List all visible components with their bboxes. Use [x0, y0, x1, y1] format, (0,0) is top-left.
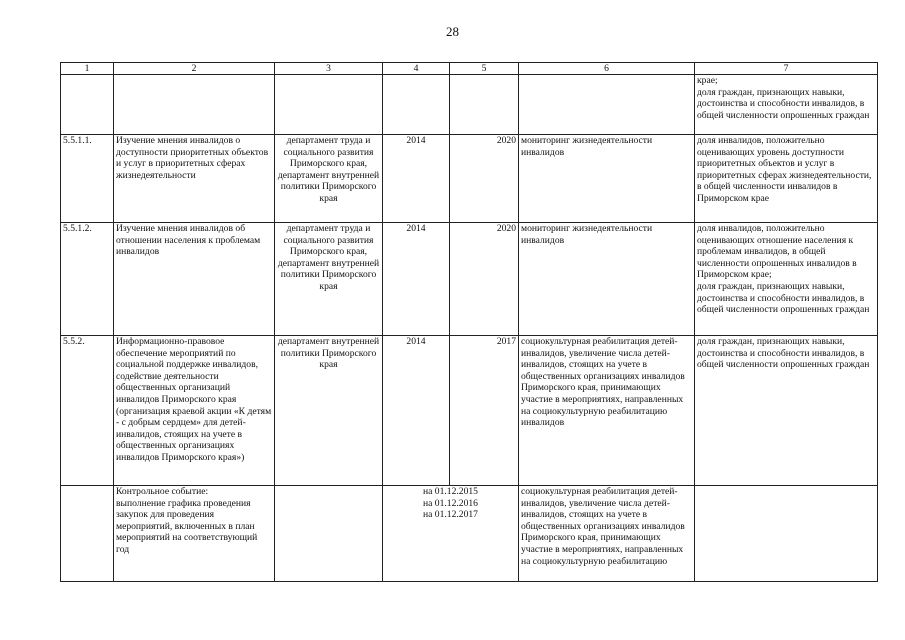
- row-number: 5.5.2.: [61, 336, 114, 486]
- start-year: 2014: [383, 223, 450, 336]
- executor: департамент внутренней политики Приморского края: [275, 336, 383, 486]
- target-indicator: доля инвалидов, положительно оценивающих отношение населения к проблемам инвалидов, в общей численности опрошенных инвалидов в Приморском крае; доля граждан, признающих навыки, достоинства и способности инвалидов, в общей численности опрошенных граждан: [695, 223, 878, 336]
- start-year: [383, 75, 450, 135]
- table-row: [61, 75, 878, 135]
- row-number: 5.5.1.1.: [61, 135, 114, 223]
- row-number: [61, 486, 114, 582]
- column-header: 4: [383, 63, 450, 75]
- executor: [275, 75, 383, 135]
- expected-result: социокультурная реабилитация детей-инвалидов, увеличение числа детей-инвалидов, стоящих на учете в общественных организациях инвалидов Приморского края, принимающих участие в мероприятиях, направленных на социокультурную реабилитацию инвалидов: [519, 336, 695, 486]
- activity-name: Информационно-правовое обеспечение мероприятий по социальной поддержке инвалидов, содействие деятельности общественных организаций инвалидов Приморского края (организация краевой акции «К детям - с добрым сердцем» для детей-инвалидов, стоящих на учете в общественных организациях инвалидов Приморского края»): [114, 336, 275, 486]
- end-year: 2020: [450, 223, 519, 336]
- activity-table: [60, 62, 878, 582]
- target-indicator: [695, 486, 878, 582]
- control-event-row: [61, 486, 878, 582]
- page-number: 28: [446, 24, 459, 39]
- table-row: [61, 135, 878, 223]
- expected-result: [519, 75, 695, 135]
- table-row: [61, 223, 878, 336]
- control-event-name: Контрольное событие: выполнение графика проведения закупок для проведения мероприятий, включенных в план мероприятий на соответствующий год: [114, 486, 275, 582]
- row-number: 5.5.1.2.: [61, 223, 114, 336]
- target-indicator: доля инвалидов, положительно оценивающих уровень доступности приоритетных объектов и услуг в приоритетных сферах жизнедеятельности, в общей численности инвалидов в Приморском крае: [695, 135, 878, 223]
- target-indicator: крае; доля граждан, признающих навыки, достоинства и способности инвалидов, в общей численности опрошенных граждан: [695, 75, 878, 135]
- control-dates: на 01.12.2015 на 01.12.2016 на 01.12.2017: [383, 486, 519, 582]
- column-number-row: [61, 63, 878, 75]
- activity-name: Изучение мнения инвалидов о доступности приоритетных объектов и услуг в приоритетных сферах жизнедеятельности: [114, 135, 275, 223]
- expected-result: мониторинг жизнедеятельности инвалидов: [519, 135, 695, 223]
- column-header: 1: [61, 63, 114, 75]
- column-header: 3: [275, 63, 383, 75]
- target-indicator: доля граждан, признающих навыки, достоинства и способности инвалидов, в общей численности опрошенных граждан: [695, 336, 878, 486]
- end-year: [450, 75, 519, 135]
- column-header: 5: [450, 63, 519, 75]
- column-header: 2: [114, 63, 275, 75]
- start-year: 2014: [383, 135, 450, 223]
- activity-name: Изучение мнения инвалидов об отношении населения к проблемам инвалидов: [114, 223, 275, 336]
- executor: департамент труда и социального развития Приморского края, департамент внутренней политики Приморского края: [275, 223, 383, 336]
- expected-result: мониторинг жизнедеятельности инвалидов: [519, 223, 695, 336]
- end-year: 2020: [450, 135, 519, 223]
- end-year: 2017: [450, 336, 519, 486]
- table-row: [61, 336, 878, 486]
- start-year: 2014: [383, 336, 450, 486]
- executor: департамент труда и социального развития Приморского края, департамент внутренней политики Приморского края: [275, 135, 383, 223]
- activity-name: [114, 75, 275, 135]
- expected-result: социокультурная реабилитация детей-инвалидов, увеличение числа детей-инвалидов, стоящих на учете в общественных организациях инвалидов Приморского края, принимающих участие в мероприятиях, направленных на социокультурную реабилитацию: [519, 486, 695, 582]
- column-header: 6: [519, 63, 695, 75]
- column-header: 7: [695, 63, 878, 75]
- executor: [275, 486, 383, 582]
- row-number: [61, 75, 114, 135]
